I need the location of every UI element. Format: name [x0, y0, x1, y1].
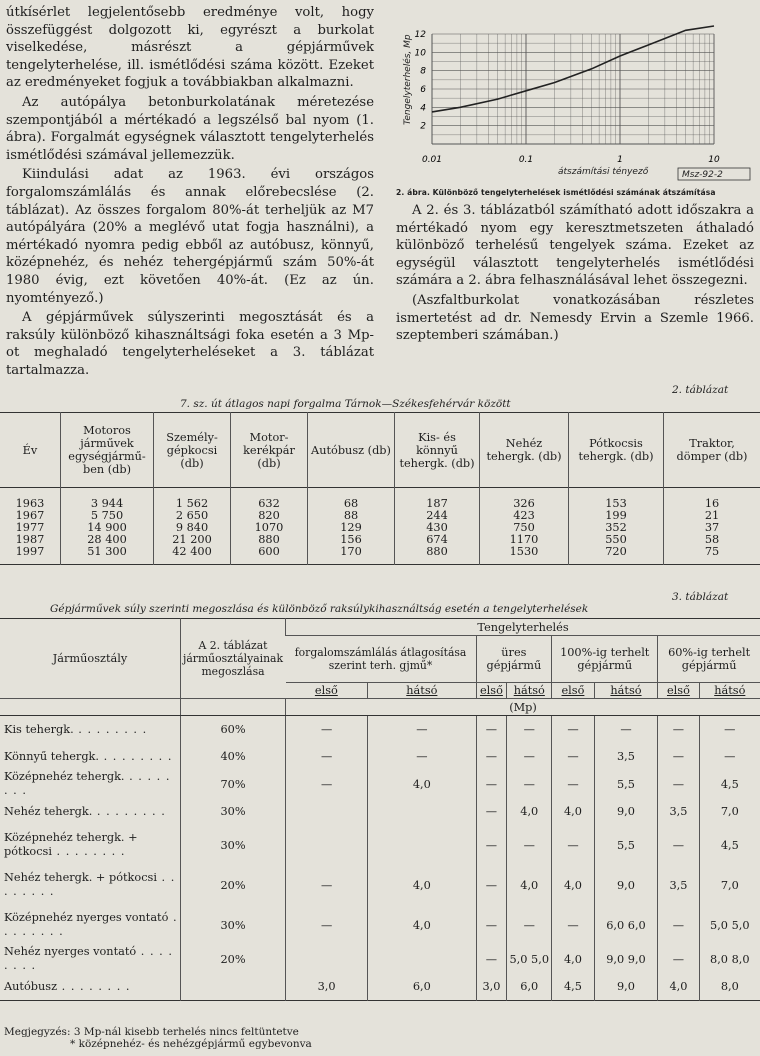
note-line: * középnehéz- és nehézgépjármű egybevonva: [70, 1038, 312, 1050]
table3-cell: —: [507, 825, 552, 865]
chart-y-tick-label: 6: [420, 85, 426, 95]
table2-cell: 1070: [231, 522, 308, 534]
table2-cell: 75: [664, 546, 760, 565]
table2-cell: 880: [395, 546, 480, 565]
table2-cell: 820: [231, 510, 308, 522]
figure-2: [396, 0, 754, 197]
table2-cell: 88: [308, 510, 395, 522]
table3-share-cell: 30%: [181, 825, 286, 865]
table3-cell: —: [476, 743, 507, 770]
table3-cell: 4,5: [699, 825, 760, 865]
table3-cell: [286, 798, 368, 825]
table3-label: 3. táblázat: [672, 591, 729, 603]
table2-cell: 423: [480, 510, 569, 522]
table3-cell: —: [507, 905, 552, 945]
left-paragraph: Kiindulási adat az 1963. évi országos forgalomszámlálás és annak előrebecslése (2. táblázat). Az összes forgalom 80%-át terheljük az M7 autópályára (20% a meglévő utat fogja használni), a mértékadó nyomra pedig ebből az autóbusz, könnyű, középnehéz, és nehéz tehergépjármű szám 50%-át 1980 évig, ezt követően 40%-át. (Ez az ún. nyomtényező.): [6, 167, 374, 306]
table2-cell: 1530: [480, 546, 569, 565]
table3-cell: 6,0: [507, 973, 552, 1001]
table2-cell: 3 944: [61, 488, 154, 511]
table3-row: [0, 716, 760, 744]
table3-cell: 4,5: [699, 770, 760, 798]
table3-header-share: A 2. táblázat járműosztályainak megoszlása: [181, 619, 286, 699]
table2-header: Személy-gépkocsi (db): [154, 413, 231, 488]
table3-cell: 4,0: [368, 770, 476, 798]
table2-cell: 2 650: [154, 510, 231, 522]
table3-cell: 4,0: [658, 973, 699, 1001]
table3-cell: 7,0: [699, 798, 760, 825]
table3-share-cell: 30%: [181, 905, 286, 945]
table3-cell: 4,0: [552, 798, 595, 825]
table3-class-cell: Nehéz tehergk. . . . . . . . .: [4, 804, 166, 818]
table3-cell: 5,0 5,0: [699, 905, 760, 945]
table3-row: [0, 770, 760, 798]
table3-front-header: első: [476, 683, 507, 699]
table3-cell: —: [476, 945, 507, 973]
table3-cell: —: [476, 825, 507, 865]
chart-series-line: [432, 26, 714, 112]
table2-cell: 51 300: [61, 546, 154, 565]
table2-header: Motoros járművek egységjármű-ben (db): [61, 413, 154, 488]
table2-cell: 674: [395, 534, 480, 546]
table3-share-cell: 60%: [181, 716, 286, 744]
figure-code: Msz-92-2: [682, 170, 723, 180]
table2-cell: 1963: [15, 497, 45, 510]
table3-cell: —: [552, 905, 595, 945]
table3-header-axle: Tengelyterhelés: [286, 619, 760, 636]
table2-cell: 37: [664, 522, 760, 534]
table3-cell: —: [658, 770, 699, 798]
table3-cell: —: [476, 716, 507, 744]
table2-label: 2. táblázat: [672, 384, 729, 396]
table2-header: Traktor, dömper (db): [664, 413, 760, 488]
table2-cell: 1977: [15, 521, 45, 534]
table2-cell: 880: [231, 534, 308, 546]
table3-cell: 7,0: [699, 865, 760, 905]
table3-share-cell: 20%: [181, 865, 286, 905]
table2: [0, 412, 760, 565]
table2-cell: 58: [664, 534, 760, 546]
table3-cell: 4,0: [507, 798, 552, 825]
table2-header: Autóbusz (db): [308, 413, 395, 488]
table3-row: [0, 865, 760, 905]
table3-cell: 4,0: [368, 865, 476, 905]
table3-cell: 3,0: [476, 973, 507, 1001]
table2-body: [0, 488, 760, 565]
table3-front-header: első: [286, 683, 368, 699]
table3-body: [0, 716, 760, 1001]
table2-header: Pótkocsis tehergk. (db): [569, 413, 664, 488]
table3-notes: [4, 1026, 312, 1050]
table3-share-cell: [181, 973, 286, 1001]
table3-cell: —: [658, 825, 699, 865]
left-paragraph: útkísérlet legjelentősebb eredménye volt, hogy összefüggést dolgozott ki, egyrészt a burkolat viselkedése, másrészt a gépjárművek tengelyterhelése, ill. ismétlődési száma között. Ezeket az eredményeket fogjuk a továbbiakban alkalmazni.: [6, 5, 374, 91]
right-text: [396, 202, 754, 345]
table3-cell: —: [699, 716, 760, 744]
table3-cell: —: [552, 770, 595, 798]
table3-rear-header: hátsó: [368, 683, 476, 699]
table3-cell: —: [286, 905, 368, 945]
table3-front-header: első: [658, 683, 699, 699]
table2-title: 7. sz. út átlagos napi forgalma Tárnok—Székesfehérvár között: [180, 398, 511, 410]
table2-cell: 244: [395, 510, 480, 522]
table3: [0, 618, 760, 1001]
table3-share-cell: 30%: [181, 798, 286, 825]
left-paragraph: Az autópálya betonburkolatának méretezése szempontjából a mértékadó a legszélső bal nyom (1. ábra). Forgalmát egységnek választott tengelyterhelés ismétlődési számával jellemezzük.: [6, 94, 374, 163]
table3-cell: —: [368, 716, 476, 744]
table3-cell: 8,0 8,0: [699, 945, 760, 973]
table2-cell: 632: [231, 488, 308, 511]
table3-cell: —: [286, 865, 368, 905]
table2-cell: 326: [480, 488, 569, 511]
table3-cell: 3,5: [658, 865, 699, 905]
table3-cell: —: [368, 743, 476, 770]
table2-cell: 550: [569, 534, 664, 546]
table3-row: [0, 905, 760, 945]
table3-cell: [286, 945, 368, 973]
table3-cell: 4,0: [368, 905, 476, 945]
table3-cell: —: [699, 743, 760, 770]
table2-cell: 352: [569, 522, 664, 534]
chart-x-axis-label: átszámítási tényező: [558, 167, 649, 177]
table3-class-cell: Középnehéz nyerges vontató . . . . . . . .: [4, 911, 178, 938]
table3-unit: (Mp): [286, 699, 760, 716]
table2-cell: 16: [664, 488, 760, 511]
table2-cell: 5 750: [61, 510, 154, 522]
left-paragraph: A gépjárművek súlyszerinti megosztását és a raksúly különböző kihasználtsági foka esetén a 3 Mp-ot meghaladó tengelyterheléseket a 3. táblázat tartalmazza.: [6, 310, 374, 378]
chart-y-tick-label: 8: [420, 66, 426, 77]
table3-cell: 9,0 9,0: [594, 945, 658, 973]
chart-y-axis-label: Tengelyterhelés, Mp: [403, 34, 413, 125]
table2-cell: 42 400: [154, 546, 231, 565]
table3-class-cell: Nehéz tehergk. + pótkocsi . . . . . . . .: [4, 871, 176, 898]
table3-cell: 8,0: [699, 973, 760, 1001]
table3-cell: —: [286, 716, 368, 744]
table2-cell: 199: [569, 510, 664, 522]
table2-header: Motor-kerékpár (db): [231, 413, 308, 488]
table2-header: Nehéz tehergk. (db): [480, 413, 569, 488]
table2-cell: 9 840: [154, 522, 231, 534]
table3-cell: 9,0: [594, 798, 658, 825]
table2-cell: 1170: [480, 534, 569, 546]
table3-cell: 5,5: [594, 770, 658, 798]
table3-cell: [286, 825, 368, 865]
right-paragraph: (Aszfaltburkolat vonatkozásában részletes ismertetést ad dr. Nemesdy Ervin a Szemle 1966. szeptemberi számában.): [396, 292, 754, 344]
table2-cell: 1967: [15, 509, 45, 522]
table2-cell: 1987: [15, 533, 45, 546]
table3-cell: —: [476, 770, 507, 798]
table2-cell: 28 400: [61, 534, 154, 546]
table3-group-header: 100%-ig terhelt gépjármű: [552, 636, 658, 683]
table3-cell: —: [476, 798, 507, 825]
table3-cell: 3,5: [658, 798, 699, 825]
table2-cell: 156: [308, 534, 395, 546]
table3-cell: [368, 945, 476, 973]
table2-header: Kis- és könnyű tehergk. (db): [395, 413, 480, 488]
table2-cell: 1997: [15, 545, 45, 558]
left-column: [6, 4, 374, 381]
right-paragraph: A 2. és 3. táblázatból számítható adott időszakra a mértékadó nyom egy keresztmetszeten áthaladó különböző terhelésű tengelyek száma. Ezeket az egységül választott tengelyterhelés ismétlődési számára a 2. ábra felhasználásával lehet összegezni.: [396, 203, 754, 289]
table3-row: [0, 945, 760, 973]
chart-x-tick-label: 0.01: [421, 155, 443, 165]
chart-y-ticks: [415, 30, 427, 132]
table3-class-cell: Könnyű tehergk. . . . . . . . .: [4, 749, 173, 763]
table3-cell: 3,5: [594, 743, 658, 770]
chart-x-tick-label: 0.1: [518, 155, 534, 165]
table3-share-cell: 70%: [181, 770, 286, 798]
table3-rear-header: hátsó: [507, 683, 552, 699]
table2-cell: 187: [395, 488, 480, 511]
table3-cell: 9,0: [594, 973, 658, 1001]
table3-rear-header: hátsó: [594, 683, 658, 699]
table3-cell: 3,0: [286, 973, 368, 1001]
table3-cell: 4,0: [552, 865, 595, 905]
table3-cell: 5,5: [594, 825, 658, 865]
table3-title: Gépjárművek súly szerinti megoszlása és különböző raksúlykihasználtság esetén a tengelyterhelések: [50, 603, 589, 615]
table3-class-cell: Nehéz nyerges vontató . . . . . . . .: [4, 945, 173, 972]
table2-cell: 68: [308, 488, 395, 511]
figure-2-chart: [396, 0, 754, 182]
table3-group-header: forgalomszámlálás átlagosítása szerint terh. gjmű*: [286, 636, 477, 683]
table2-cell: 750: [480, 522, 569, 534]
table3-cell: —: [286, 770, 368, 798]
table3-row: [0, 825, 760, 865]
table3-cell: —: [658, 716, 699, 744]
table3-cell: [368, 798, 476, 825]
table2-cell: 430: [395, 522, 480, 534]
chart-y-tick-label: 4: [420, 103, 426, 114]
table3-cell: —: [552, 716, 595, 744]
table3-cell: —: [476, 905, 507, 945]
table3-cell: 4,0: [507, 865, 552, 905]
table2-cell: 153: [569, 488, 664, 511]
table3-cell: 6,0 6,0: [594, 905, 658, 945]
table3-share-cell: 40%: [181, 743, 286, 770]
table2-header-row: [0, 413, 760, 488]
table3-front-header: első: [552, 683, 595, 699]
table3-cell: [368, 825, 476, 865]
table3-share-cell: 20%: [181, 945, 286, 973]
table3-row: [0, 743, 760, 770]
chart-x-tick-label: 1: [617, 155, 623, 165]
table2-header: Év: [22, 443, 38, 457]
table3-class-cell: Kis tehergk. . . . . . . . .: [4, 722, 148, 736]
table3-cell: —: [552, 743, 595, 770]
table3-cell: —: [552, 825, 595, 865]
table3-rear-header: hátsó: [699, 683, 760, 699]
table3-cell: —: [476, 865, 507, 905]
table3-cell: —: [507, 770, 552, 798]
table2-row: [0, 488, 760, 511]
table2-row: [0, 546, 760, 565]
table3-cell: —: [658, 743, 699, 770]
right-column: [396, 0, 754, 347]
note-line: Megjegyzés: 3 Mp-nál kisebb terhelés nincs feltüntetve: [4, 1026, 299, 1038]
table3-cell: —: [658, 905, 699, 945]
table3-cell: —: [658, 945, 699, 973]
table3-cell: —: [286, 743, 368, 770]
table3-cell: —: [507, 743, 552, 770]
table2-cell: 720: [569, 546, 664, 565]
chart-y-tick-label: 10: [414, 48, 426, 59]
table3-row: [0, 798, 760, 825]
chart-x-ticks: [422, 155, 720, 165]
table3-cell: 4,0: [552, 945, 595, 973]
table2-cell: 14 900: [61, 522, 154, 534]
table2-cell: 21: [664, 510, 760, 522]
table2-cell: 129: [308, 522, 395, 534]
table3-group-header: 60%-ig terhelt gépjármű: [658, 636, 760, 683]
table3-cell: 5,0 5,0: [507, 945, 552, 973]
table3-class-cell: Középnehéz tehergk. . . . . . . . .: [4, 770, 171, 797]
table2-cell: 600: [231, 546, 308, 565]
table3-cell: 4,5: [552, 973, 595, 1001]
table3-row: [0, 973, 760, 1001]
figure-caption: 2. ábra. Különböző tengelyterhelések ismétlődési számának átszámítása: [396, 188, 716, 197]
table2-cell: 170: [308, 546, 395, 565]
table3-cell: —: [594, 716, 658, 744]
chart-y-tick-label: 2: [420, 121, 426, 132]
table2-cell: 1 562: [154, 488, 231, 511]
table3-header-class: Járműosztály: [52, 652, 128, 665]
table2-cell: 21 200: [154, 534, 231, 546]
table3-cell: 9,0: [594, 865, 658, 905]
table3-cell: —: [507, 716, 552, 744]
chart-y-tick-label: 12: [414, 30, 426, 40]
table3-class-cell: Középnehéz tehergk. + pótkocsi . . . . . . . .: [4, 831, 138, 858]
chart-grid: [432, 34, 714, 144]
table3-group-header: üres gépjármű: [476, 636, 552, 683]
table3-cell: 6,0: [368, 973, 476, 1001]
chart-x-tick-label: 10: [708, 155, 720, 165]
table3-class-cell: Autóbusz . . . . . . . .: [4, 979, 131, 993]
